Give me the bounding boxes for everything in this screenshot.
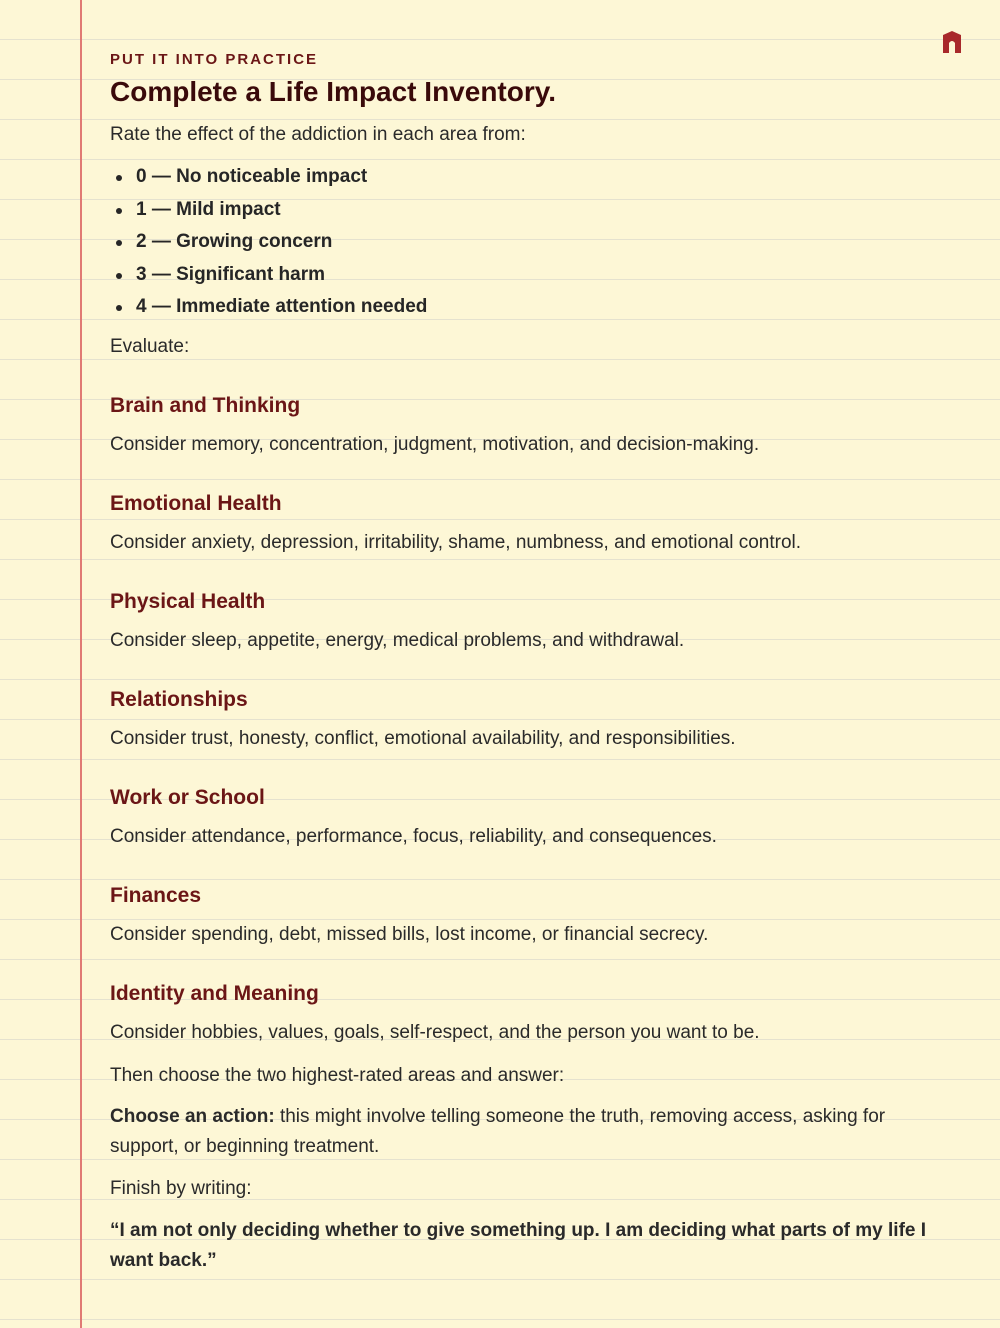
area-heading: Emotional Health: [110, 492, 282, 515]
intro-text: Rate the effect of the addiction in each area from:: [110, 124, 526, 145]
action-label: Choose an action:: [110, 1106, 275, 1127]
then-text: Then choose the two highest-rated areas and answer:: [110, 1065, 565, 1086]
action-text: this might involve telling someone the truth, removing access, asking for support, or beginning treatment.: [110, 1106, 886, 1157]
scale-item: 2 — Growing concern: [110, 229, 427, 262]
area-heading: Brain and Thinking: [110, 394, 301, 417]
area-heading: Finances: [110, 884, 202, 907]
eyebrow-label: PUT IT INTO PRACTICE: [110, 51, 319, 68]
area-heading: Physical Health: [110, 590, 266, 613]
action-paragraph: [110, 1102, 930, 1162]
scale-item: 0 — No noticeable impact: [110, 164, 427, 197]
area-heading: Work or School: [110, 786, 265, 809]
area-text: Consider attendance, performance, focus, reliability, and consequences.: [110, 826, 717, 847]
shield-icon: [942, 31, 962, 53]
scale-item: 4 — Immediate attention needed: [110, 294, 427, 327]
area-heading: Identity and Meaning: [110, 982, 319, 1005]
area-text: Consider spending, debt, missed bills, lost income, or financial secrecy.: [110, 924, 709, 945]
area-heading: Relationships: [110, 688, 248, 711]
area-text: Consider sleep, appetite, energy, medical problems, and withdrawal.: [110, 630, 685, 651]
scale-item: 3 — Significant harm: [110, 262, 427, 295]
area-text: Consider trust, honesty, conflict, emotional availability, and responsibilities.: [110, 728, 736, 749]
area-text: Consider memory, concentration, judgment, motivation, and decision-making.: [110, 434, 760, 455]
rating-scale-list: [110, 164, 427, 327]
area-text: Consider anxiety, depression, irritability, shame, numbness, and emotional control.: [110, 532, 802, 553]
margin-line: [80, 0, 82, 1328]
scale-item: 1 — Mild impact: [110, 197, 427, 230]
page-title: Complete a Life Impact Inventory.: [110, 76, 557, 107]
area-text: Consider hobbies, values, goals, self-respect, and the person you want to be.: [110, 1022, 760, 1043]
evaluate-label: Evaluate:: [110, 336, 190, 357]
closing-quote: “I am not only deciding whether to give something up. I am deciding what parts of my life I want back.”: [110, 1220, 927, 1271]
finish-label: Finish by writing:: [110, 1178, 252, 1199]
